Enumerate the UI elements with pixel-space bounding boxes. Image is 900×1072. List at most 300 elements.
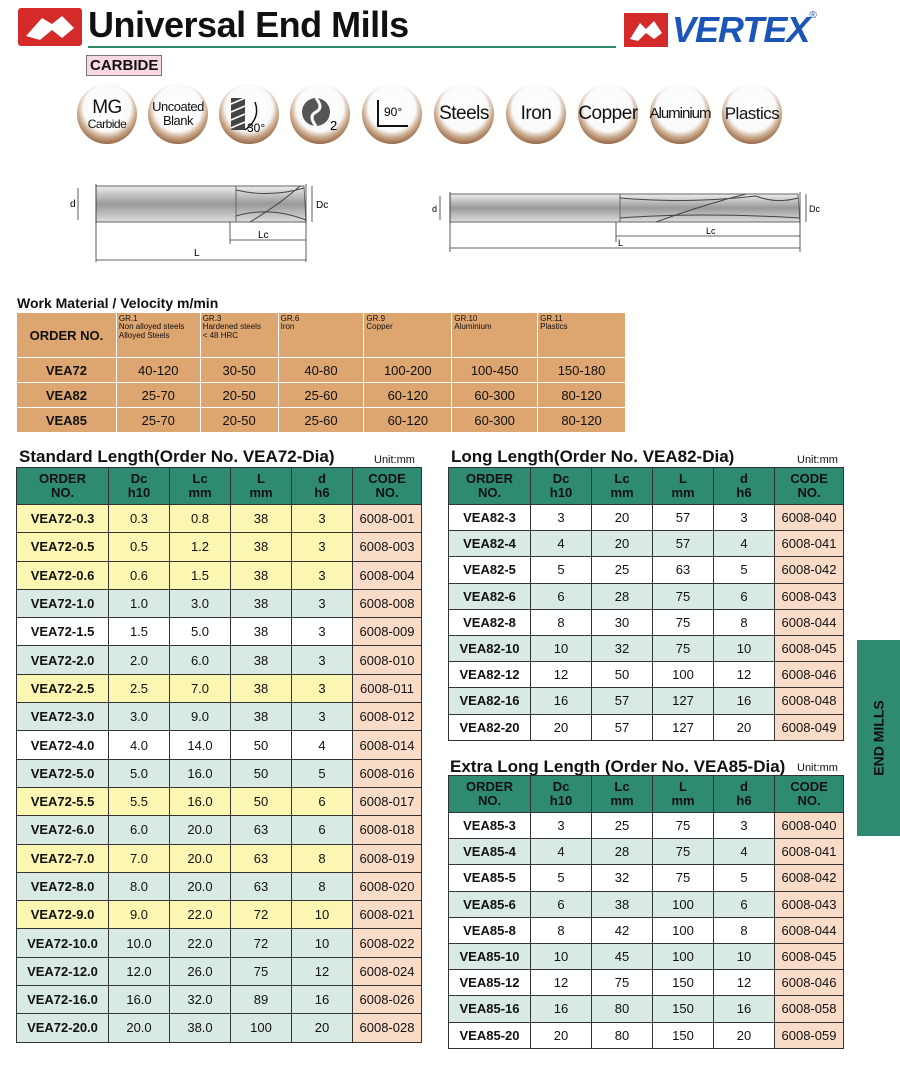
order-no-cell: VEA72-9.0	[17, 901, 109, 929]
title-divider	[88, 46, 616, 48]
column-header-line: NO.	[797, 485, 821, 500]
end-mills-side-tab[interactable]	[857, 640, 900, 836]
column-header-line: h10	[549, 793, 573, 808]
shank	[450, 194, 620, 222]
dimension-cell: 75	[653, 839, 714, 865]
column-header-line: mm	[188, 485, 212, 500]
table-row	[17, 674, 422, 702]
column-header-line: Lc	[614, 471, 630, 487]
dimension-cell: 1.5	[170, 561, 231, 589]
code-no-cell: 6008-058	[775, 996, 844, 1022]
dimension-cell: 38	[231, 618, 292, 646]
iron-badge	[506, 84, 566, 144]
velocity-body	[17, 358, 626, 433]
code-no-cell: 6008-009	[353, 618, 422, 646]
order-no-cell: VEA82-12	[449, 662, 531, 688]
dimension-cell: 20	[292, 1014, 353, 1042]
column-header-line: ORDER	[466, 779, 513, 795]
column-header-line: NO.	[797, 793, 821, 808]
dimension-cell: 100	[653, 917, 714, 943]
order-no-cell: VEA72-2.5	[17, 674, 109, 702]
column-header	[714, 468, 775, 505]
dimension-cell: 6	[531, 891, 592, 917]
order-no-cell: VEA72-10.0	[17, 929, 109, 957]
dimension-cell: 20	[531, 714, 592, 740]
plastics-badge	[722, 84, 782, 144]
column-header-line: Dc	[130, 471, 148, 487]
dimension-cell: 0.6	[109, 561, 170, 589]
dimension-cell: 10	[531, 943, 592, 969]
vertex-logo	[624, 10, 817, 50]
group-desc: Alloyed Steels	[118, 330, 170, 340]
dimension-cell: 8	[292, 844, 353, 872]
order-no-cell: VEA72-0.6	[17, 561, 109, 589]
dimension-cell: 9.0	[170, 703, 231, 731]
dimension-cell: 8.0	[109, 872, 170, 900]
dimension-cell: 0.3	[109, 505, 170, 533]
table-row	[449, 813, 844, 839]
order-no-cell: VEA72-8.0	[17, 872, 109, 900]
registered-mark: ®	[809, 10, 817, 21]
dimension-cell: 50	[231, 759, 292, 787]
column-header-line: Dc	[552, 779, 570, 795]
table-row	[449, 917, 844, 943]
velocity-cell: 25-70	[116, 408, 200, 433]
dimension-cell: 10	[714, 635, 775, 661]
column-header	[531, 468, 592, 505]
shank	[96, 186, 236, 222]
order-no-cell: VEA85-5	[449, 865, 531, 891]
dimension-cell: 8	[714, 609, 775, 635]
flute-section	[620, 194, 800, 222]
group-code: GR.11	[540, 314, 563, 323]
column-header-line: CODE	[790, 471, 828, 487]
dimension-cell: 3.0	[109, 703, 170, 731]
dimension-cell: 75	[653, 583, 714, 609]
dimension-cell: 12.0	[109, 957, 170, 985]
table-row	[17, 618, 422, 646]
badge-line: Uncoated	[152, 99, 204, 115]
velocity-title: Work Material / Velocity m/min	[17, 295, 219, 311]
order-no-cell: VEA72-1.5	[17, 618, 109, 646]
material-group-header	[200, 313, 278, 358]
column-header-line: NO.	[477, 793, 502, 808]
dimension-cell: 127	[653, 714, 714, 740]
order-no-cell: VEA82-16	[449, 688, 531, 714]
group-desc: Non alloyed steels	[118, 322, 185, 332]
code-no-cell: 6008-044	[775, 917, 844, 943]
dimension-cell: 10	[292, 901, 353, 929]
table-row	[17, 759, 422, 787]
column-header-line: h6	[314, 485, 330, 500]
column-header	[231, 468, 292, 505]
dimension-cell: 75	[231, 957, 292, 985]
dimension-cell: 6.0	[170, 646, 231, 674]
column-header	[775, 468, 844, 505]
table-header-row	[449, 468, 844, 505]
table-header-row	[449, 776, 844, 813]
dimension-cell: 4	[531, 531, 592, 557]
extra-unit-label: Unit:mm	[797, 762, 838, 774]
dim-d-label: d	[70, 199, 76, 210]
code-no-cell: 6008-016	[353, 759, 422, 787]
dimension-cell: 3	[292, 589, 353, 617]
dimension-cell: 1.5	[109, 618, 170, 646]
dimension-cell: 1.2	[170, 533, 231, 561]
dimension-cell: 5.5	[109, 787, 170, 815]
badge-line: 2	[330, 118, 338, 133]
order-no-cell: VEA72-16.0	[17, 986, 109, 1014]
table-row	[17, 589, 422, 617]
velocity-cell: 100-200	[364, 358, 452, 383]
standard-length-table	[16, 467, 422, 1043]
group-desc: < 48 HRC	[202, 330, 239, 340]
dimension-cell: 2.0	[109, 646, 170, 674]
code-no-cell: 6008-012	[353, 703, 422, 731]
table-row	[17, 505, 422, 533]
corner-angle-badge	[362, 84, 422, 144]
order-no-cell: VEA85-6	[449, 891, 531, 917]
brand-wordmark: VERTEX	[672, 9, 810, 50]
code-no-cell: 6008-001	[353, 505, 422, 533]
dim-d-label: d	[432, 204, 438, 214]
code-no-cell: 6008-004	[353, 561, 422, 589]
dimension-cell: 6	[292, 787, 353, 815]
velocity-header-row	[17, 313, 626, 358]
copper-badge	[578, 84, 638, 144]
dimension-cell: 45	[592, 943, 653, 969]
dimension-cell: 5.0	[109, 759, 170, 787]
order-no-cell: VEA82-4	[449, 531, 531, 557]
code-no-cell: 6008-049	[775, 714, 844, 740]
dimension-cell: 38.0	[170, 1014, 231, 1042]
dimension-cell: 20.0	[170, 816, 231, 844]
column-header	[17, 468, 109, 505]
order-no-cell: VEA85-10	[449, 943, 531, 969]
dimension-cell: 50	[231, 731, 292, 759]
column-header	[653, 468, 714, 505]
dimension-cell: 57	[653, 531, 714, 557]
dimension-cell: 100	[653, 943, 714, 969]
velocity-row	[17, 383, 626, 408]
dimension-cell: 12	[531, 662, 592, 688]
table-row	[17, 844, 422, 872]
code-no-cell: 6008-043	[775, 583, 844, 609]
table-row	[17, 816, 422, 844]
dimension-cell: 38	[592, 891, 653, 917]
dimension-cell: 32	[592, 635, 653, 661]
dimension-cell: 20	[592, 531, 653, 557]
dimension-cell: 20	[592, 505, 653, 531]
velocity-cell: 100-450	[452, 358, 538, 383]
dimension-cell: 5	[531, 557, 592, 583]
badge-line: 30°	[247, 121, 266, 134]
badge-line: Steels	[439, 103, 489, 125]
table-row	[449, 1022, 844, 1048]
dimension-cell: 8	[714, 917, 775, 943]
velocity-cell: 40-120	[116, 358, 200, 383]
dimension-cell: 16	[714, 996, 775, 1022]
group-code: GR.3	[202, 314, 222, 323]
velocity-row	[17, 358, 626, 383]
column-header-line: h10	[127, 485, 151, 500]
dimension-cell: 6	[531, 583, 592, 609]
group-code: GR.6	[280, 314, 300, 323]
group-desc: Iron	[280, 322, 295, 332]
dimension-cell: 3	[292, 505, 353, 533]
table-row	[449, 662, 844, 688]
dimension-cell: 75	[653, 813, 714, 839]
column-header-line: mm	[610, 793, 634, 808]
table-row	[449, 865, 844, 891]
dimension-cell: 100	[653, 662, 714, 688]
table-row	[17, 1014, 422, 1042]
dim-l-label: L	[194, 248, 200, 259]
dimension-cell: 5	[714, 557, 775, 583]
column-header-line: NO.	[50, 485, 75, 500]
order-no-cell: VEA72-1.0	[17, 589, 109, 617]
column-header-line: Dc	[552, 471, 570, 487]
dimension-cell: 150	[653, 1022, 714, 1048]
uncoated-badge	[148, 84, 208, 144]
table-row	[449, 557, 844, 583]
dimension-cell: 25	[592, 557, 653, 583]
code-no-cell: 6008-021	[353, 901, 422, 929]
order-no-cell: VEA82-3	[449, 505, 531, 531]
badge-line: Carbide	[87, 116, 127, 131]
page-title: Universal End Mills	[88, 4, 409, 45]
dimension-cell: 3.0	[170, 589, 231, 617]
velocity-cell: 40-80	[278, 358, 364, 383]
dim-lc-label: Lc	[706, 226, 716, 236]
velocity-cell: 25-60	[278, 408, 364, 433]
dimension-cell: 10	[292, 929, 353, 957]
table-row	[17, 561, 422, 589]
order-no-cell: VEA82-10	[449, 635, 531, 661]
dimension-cell: 3	[292, 646, 353, 674]
velocity-row	[17, 408, 626, 433]
dimension-cell: 12	[292, 957, 353, 985]
code-no-cell: 6008-008	[353, 589, 422, 617]
standard-unit-label: Unit:mm	[374, 454, 415, 466]
dim-dc-label: Dc	[316, 200, 329, 211]
dimension-cell: 80	[592, 1022, 653, 1048]
dimension-cell: 6	[714, 583, 775, 609]
order-no-cell: VEA72-0.3	[17, 505, 109, 533]
dimension-cell: 5	[531, 865, 592, 891]
badge-line: Plastics	[724, 104, 780, 124]
velocity-order-cell: VEA82	[17, 383, 117, 408]
code-no-cell: 6008-020	[353, 872, 422, 900]
column-header-line: mm	[249, 485, 273, 500]
dimension-cell: 72	[231, 901, 292, 929]
dimension-cell: 42	[592, 917, 653, 943]
dimension-cell: 38	[231, 533, 292, 561]
code-no-cell: 6008-041	[775, 531, 844, 557]
aluminium-badge	[650, 84, 710, 144]
order-no-cell: VEA72-0.5	[17, 533, 109, 561]
code-no-cell: 6008-045	[775, 635, 844, 661]
velocity-cell: 20-50	[200, 408, 278, 433]
order-no-cell: VEA72-6.0	[17, 816, 109, 844]
long-endmill-drawing	[426, 184, 826, 256]
badge-line: MG	[92, 96, 122, 118]
column-header	[292, 468, 353, 505]
column-header	[449, 776, 531, 813]
column-header	[714, 776, 775, 813]
dimension-cell: 10	[714, 943, 775, 969]
order-no-cell: VEA72-7.0	[17, 844, 109, 872]
dimension-cell: 0.8	[170, 505, 231, 533]
side-tab-label: END MILLS	[870, 700, 887, 776]
dimension-cell: 20.0	[170, 872, 231, 900]
order-no-cell: VEA72-12.0	[17, 957, 109, 985]
velocity-order-cell: VEA85	[17, 408, 117, 433]
column-header	[531, 776, 592, 813]
dimension-cell: 3	[292, 703, 353, 731]
column-header-line: L	[679, 471, 687, 487]
table-row	[449, 505, 844, 531]
dimension-cell: 63	[231, 844, 292, 872]
column-header-line: CODE	[790, 779, 828, 795]
dimension-cell: 80	[592, 996, 653, 1022]
table-row	[17, 787, 422, 815]
order-no-cell: VEA72-4.0	[17, 731, 109, 759]
dimension-cell: 4	[714, 531, 775, 557]
extra-long-length-table	[448, 775, 844, 1049]
long-length-table	[448, 467, 844, 741]
dimension-cell: 28	[592, 839, 653, 865]
dimension-cell: 150	[653, 996, 714, 1022]
dimension-cell: 3	[292, 533, 353, 561]
dimension-cell: 50	[231, 787, 292, 815]
velocity-cell: 80-120	[538, 383, 626, 408]
brand-mark-icon	[624, 13, 668, 47]
table-header-row	[17, 468, 422, 505]
dimension-cell: 12	[531, 970, 592, 996]
group-desc: Hardened steels	[202, 322, 261, 332]
dimension-cell: 3	[292, 618, 353, 646]
order-no-cell: VEA82-6	[449, 583, 531, 609]
standard-endmill-drawing	[60, 176, 340, 270]
dimension-cell: 2.5	[109, 674, 170, 702]
dimension-cell: 16	[714, 688, 775, 714]
dimension-cell: 4.0	[109, 731, 170, 759]
order-no-cell: VEA72-5.5	[17, 787, 109, 815]
column-header-line: d	[740, 779, 748, 795]
dimension-cell: 89	[231, 986, 292, 1014]
column-header	[170, 468, 231, 505]
table-row	[449, 839, 844, 865]
dimension-cell: 100	[653, 891, 714, 917]
table-row	[449, 943, 844, 969]
dimension-cell: 0.5	[109, 533, 170, 561]
order-no-cell: VEA85-12	[449, 970, 531, 996]
code-no-cell: 6008-040	[775, 813, 844, 839]
column-header	[353, 468, 422, 505]
steels-badge	[434, 84, 494, 144]
velocity-table	[16, 312, 626, 433]
code-no-cell: 6008-044	[775, 609, 844, 635]
dimension-cell: 100	[231, 1014, 292, 1042]
dimension-cell: 1.0	[109, 589, 170, 617]
dimension-cell: 16.0	[170, 787, 231, 815]
dimension-cell: 16.0	[109, 986, 170, 1014]
material-group-header	[278, 313, 364, 358]
column-header-line: mm	[610, 485, 634, 500]
velocity-cell: 20-50	[200, 383, 278, 408]
dimension-cell: 12	[714, 662, 775, 688]
dimension-cell: 75	[653, 635, 714, 661]
dimension-cell: 20	[714, 1022, 775, 1048]
flute-section-icon	[298, 94, 342, 134]
code-no-cell: 6008-040	[775, 505, 844, 531]
dimension-cell: 38	[231, 589, 292, 617]
table-row	[17, 703, 422, 731]
code-no-cell: 6008-041	[775, 839, 844, 865]
table-row	[17, 731, 422, 759]
dimension-cell: 16.0	[170, 759, 231, 787]
order-no-cell: VEA72-2.0	[17, 646, 109, 674]
long-length-title: Long Length(Order No. VEA82-Dia)	[451, 447, 735, 466]
dimension-cell: 6.0	[109, 816, 170, 844]
table-row	[449, 609, 844, 635]
column-header-line: h6	[736, 793, 752, 808]
dimension-cell: 25	[592, 813, 653, 839]
velocity-cell: 150-180	[538, 358, 626, 383]
order-no-cell: VEA85-16	[449, 996, 531, 1022]
dimension-cell: 3	[714, 813, 775, 839]
column-header-line: Lc	[614, 779, 630, 795]
column-header-line: d	[740, 471, 748, 487]
dimension-cell: 7.0	[170, 674, 231, 702]
order-no-cell: VEA85-3	[449, 813, 531, 839]
code-no-cell: 6008-048	[775, 688, 844, 714]
table-row	[449, 996, 844, 1022]
table-row	[449, 970, 844, 996]
dimension-cell: 14.0	[170, 731, 231, 759]
standard-length-title: Standard Length(Order No. VEA72-Dia)	[19, 447, 335, 466]
dimension-cell: 38	[231, 703, 292, 731]
table-row	[449, 714, 844, 740]
dimension-cell: 22.0	[170, 901, 231, 929]
order-no-cell: VEA82-5	[449, 557, 531, 583]
dimension-cell: 20.0	[109, 1014, 170, 1042]
dimension-cell: 20	[714, 714, 775, 740]
dimension-cell: 63	[653, 557, 714, 583]
column-header-line: ORDER	[39, 471, 86, 487]
dimension-cell: 57	[653, 505, 714, 531]
code-no-cell: 6008-043	[775, 891, 844, 917]
order-no-cell: VEA82-8	[449, 609, 531, 635]
dimension-cell: 9.0	[109, 901, 170, 929]
dimension-cell: 32.0	[170, 986, 231, 1014]
group-desc: Plastics	[540, 322, 568, 332]
velocity-cell: 60-120	[364, 383, 452, 408]
column-header-line: d	[318, 471, 326, 487]
column-header-line: L	[679, 779, 687, 795]
dimension-cell: 8	[531, 609, 592, 635]
badge-line: Aluminium	[649, 105, 711, 123]
material-tag: CARBIDE	[86, 55, 162, 76]
code-no-cell: 6008-046	[775, 970, 844, 996]
dimension-cell: 16	[531, 996, 592, 1022]
code-no-cell: 6008-042	[775, 557, 844, 583]
order-no-cell: VEA85-8	[449, 917, 531, 943]
badge-line: Blank	[162, 113, 194, 128]
table-row	[449, 891, 844, 917]
table-row	[17, 872, 422, 900]
